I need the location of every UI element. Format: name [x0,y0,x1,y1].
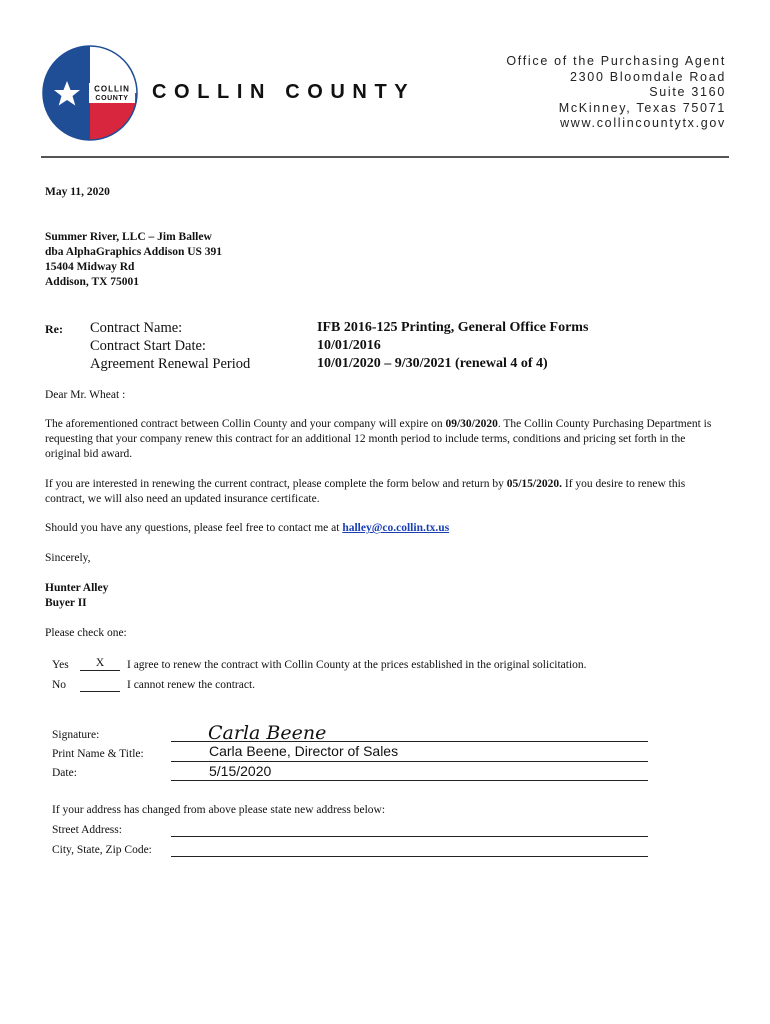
signature-line [171,741,648,742]
re-label: Re: [45,322,63,336]
signature-label: Signature: [52,729,100,741]
paragraph-expiration [45,417,715,462]
re-field-labels [90,319,250,373]
yes-label: Yes [52,659,69,671]
city-state-zip-label: City, State, Zip Code: [52,844,152,856]
print-name-label: Print Name & Title: [52,748,144,760]
office-line: Suite 3160 [649,85,726,99]
yes-check-field[interactable]: X [80,656,120,671]
paragraph-text: . The Collin County Purchasing Department is requesting that your company renew this contract for an additional 12 month period to include terms, conditions and pricing set forth in the original bid award. [45,418,712,460]
office-address-block [506,54,726,132]
office-line: Office of the Purchasing Agent [506,54,726,68]
re-field-values [317,319,588,373]
address-prompt: If your address has changed from above please state new address below: [52,804,386,816]
no-check-field[interactable] [80,677,120,692]
print-name-field[interactable]: Carla Beene, Director of Sales [209,743,399,759]
contract-name-label: Contract Name: [90,320,183,336]
logo-text-line2: COUNTY [95,95,129,102]
return-by-date: 05/15/2020. [506,478,562,490]
paragraph-text: If you desire to renew this contract, we will also need an updated insurance certificate. [45,478,686,505]
paragraph-renewal [45,477,715,507]
city-state-zip-field[interactable] [171,856,648,857]
print-name-line [171,761,648,762]
contact-email-link[interactable]: halley@co.collin.tx.us [342,522,450,534]
logo-text-line1: COLLIN [94,84,130,94]
date-line [171,780,648,781]
renewal-period-value: 10/01/2020 – 9/30/2021 (renewal 4 of 4) [317,356,548,371]
recipient-line: dba AlphaGraphics Addison US 391 [45,246,223,258]
office-line: McKinney, Texas 75071 [558,100,726,115]
no-label: No [52,679,67,691]
recipient-address [45,230,222,290]
recipient-line: Addison, TX 75001 [45,276,140,288]
expiration-date: 09/30/2020 [445,418,498,430]
letter-date: May 11, 2020 [45,186,110,198]
street-address-label: Street Address: [52,824,122,836]
date-field[interactable]: 5/15/2020 [209,763,272,779]
signer-name: Hunter Alley [45,582,109,594]
yes-text: I agree to renew the contract with Collin County at the prices established in the original solicitation. [127,659,587,671]
street-address-field[interactable] [171,836,648,837]
recipient-line: 15404 Midway Rd [45,261,135,273]
paragraph-text: If you are interested in renewing the current contract, please complete the form below and return by [45,478,507,490]
paragraph-text: Should you have any questions, please feel free to contact me at [45,522,343,534]
county-name: COLLIN COUNTY [152,81,416,103]
collin-county-logo [42,45,138,141]
contract-name-value: IFB 2016-125 Printing, General Office Forms [317,320,589,335]
signer-title: Buyer II [45,597,87,609]
closing: Sincerely, [45,552,91,564]
paragraph-text: The aforementioned contract between Collin County and your company will expire on [45,418,446,430]
check-prompt: Please check one: [45,627,127,639]
recipient-line: Summer River, LLC – Jim Ballew [45,231,212,243]
salutation: Dear Mr. Wheat : [45,389,126,401]
date-label: Date: [52,767,77,779]
no-text: I cannot renew the contract. [127,679,256,691]
contract-start-label: Contract Start Date: [90,338,206,354]
signature-value[interactable]: Carla Beene [208,722,327,744]
renewal-period-label: Agreement Renewal Period [90,356,251,372]
paragraph-contact [45,521,715,536]
header-divider [41,156,729,158]
office-website: www.collincountytx.gov [560,116,726,130]
office-line: 2300 Bloomdale Road [570,69,726,84]
contract-start-value: 10/01/2016 [317,338,381,353]
